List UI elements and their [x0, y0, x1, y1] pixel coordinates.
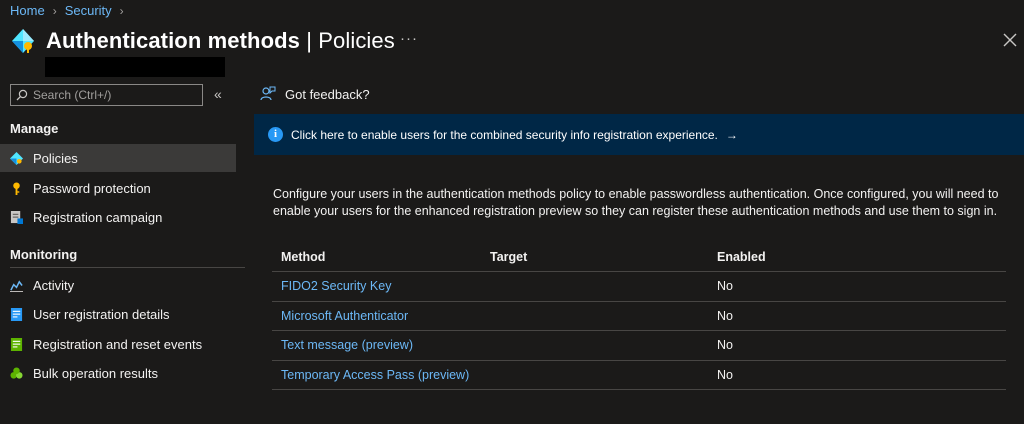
method-link-microsoft-authenticator[interactable]: Microsoft Authenticator	[281, 308, 409, 323]
method-link-temporary-access-pass[interactable]: Temporary Access Pass (preview)	[281, 367, 470, 382]
methods-table	[272, 243, 1006, 390]
feedback-icon	[260, 86, 276, 102]
sidebar-item-label: Bulk operation results	[33, 365, 159, 381]
policy-description: Configure your users in the authentication methods policy to enable passwordless authentication. Once configured, you will need to enable your users for the enhanced registration preview so they can register these authentication methods and use them to sign in.	[273, 187, 999, 218]
diamond-icon	[10, 152, 23, 165]
banner-text: Click here to enable users for the combined security info registration experience.	[291, 127, 718, 142]
authentication-methods-logo-icon	[10, 28, 36, 54]
breadcrumb-security[interactable]: Security	[64, 3, 112, 18]
table-row	[272, 272, 1006, 302]
breadcrumb	[10, 3, 124, 18]
enabled-cell: No	[717, 279, 733, 294]
feedback-label: Got feedback?	[285, 86, 370, 102]
column-header-method: Method	[281, 250, 326, 264]
sidebar-item-registration-campaign[interactable]	[0, 203, 236, 231]
collapse-sidebar-icon[interactable]: «	[214, 86, 222, 102]
column-header-enabled: Enabled	[717, 250, 766, 264]
sidebar-item-label: Registration campaign	[33, 209, 163, 225]
method-link-text-message[interactable]: Text message (preview)	[281, 338, 413, 353]
breadcrumb-home[interactable]: Home	[10, 3, 45, 18]
enabled-cell: No	[717, 308, 733, 323]
table-row	[272, 302, 1006, 332]
section-manage: Manage	[10, 121, 59, 136]
sidebar-item-registration-reset-events[interactable]	[0, 330, 236, 358]
column-header-target: Target	[490, 250, 528, 264]
search-input[interactable]	[33, 88, 193, 102]
sidebar-item-activity[interactable]	[0, 271, 236, 299]
page-title-separator: |	[299, 28, 319, 53]
users-icon	[10, 367, 23, 380]
sidebar-item-label: Policies	[33, 150, 78, 166]
table-header	[272, 243, 1006, 272]
sidebar-item-label: Activity	[33, 277, 75, 293]
section-divider	[10, 267, 245, 268]
chevron-right-icon: ›	[119, 3, 124, 18]
page-title-sub: Policies	[318, 28, 395, 53]
enabled-cell: No	[717, 367, 733, 382]
document-icon	[10, 211, 23, 224]
section-monitoring: Monitoring	[10, 247, 78, 262]
feedback-button[interactable]	[260, 86, 370, 102]
table-row	[272, 361, 1006, 391]
sidebar-item-user-registration-details[interactable]	[0, 300, 236, 328]
sidebar-item-password-protection[interactable]	[0, 174, 236, 202]
more-options-icon[interactable]: ···	[400, 30, 418, 47]
combined-registration-banner[interactable]	[254, 114, 1024, 155]
arrow-right-icon: →	[725, 127, 738, 142]
redacted-subtitle	[45, 57, 225, 77]
key-icon	[10, 182, 23, 195]
sidebar-item-label: Registration and reset events	[33, 336, 203, 352]
log-icon	[10, 338, 23, 351]
chart-icon	[10, 279, 23, 292]
chevron-right-icon: ›	[52, 3, 57, 18]
sidebar-item-policies[interactable]	[0, 144, 236, 172]
info-icon: i	[268, 127, 283, 142]
page-header	[10, 26, 395, 56]
page-title	[46, 28, 395, 54]
sidebar-item-bulk-operation-results[interactable]	[0, 359, 236, 387]
page-title-main: Authentication methods	[46, 28, 300, 53]
search-icon	[16, 89, 28, 101]
sidebar-item-label: User registration details	[33, 306, 170, 322]
method-link-fido2[interactable]: FIDO2 Security Key	[281, 279, 392, 294]
search-box[interactable]	[10, 84, 203, 106]
sidebar-item-label: Password protection	[33, 180, 151, 196]
table-row	[272, 331, 1006, 361]
document-icon	[10, 308, 23, 321]
enabled-cell: No	[717, 338, 733, 353]
close-icon[interactable]	[1000, 30, 1020, 50]
